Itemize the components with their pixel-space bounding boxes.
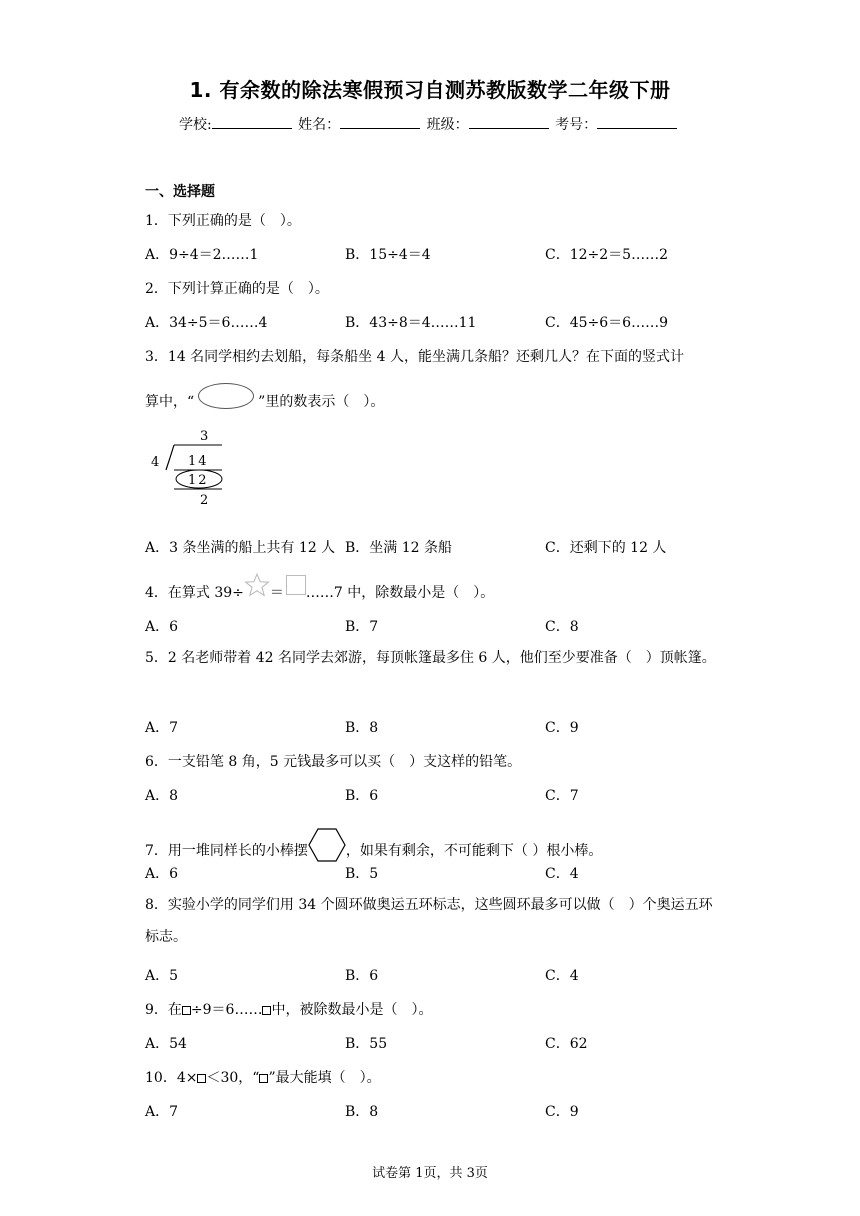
q7-option-a[interactable]: A．6	[145, 866, 179, 882]
q4-option-b[interactable]: B．7	[345, 619, 379, 635]
q4-text-pre: 4．在算式 39÷	[145, 585, 244, 601]
q9-option-b[interactable]: B．55	[345, 1036, 388, 1052]
q4-option-a[interactable]: A．6	[145, 619, 179, 635]
q10-text-pre: 10．4×	[145, 1070, 198, 1086]
q1-option-c[interactable]: C．12÷2＝5……2	[545, 247, 668, 263]
student-info-line	[179, 114, 679, 134]
name-blank[interactable]	[340, 116, 420, 129]
q8-option-b[interactable]: B．6	[345, 968, 379, 984]
q1-option-b[interactable]: B．15÷4＝4	[345, 247, 431, 263]
q2-option-b[interactable]: B．43÷8＝4……11	[345, 315, 477, 331]
q8-option-a[interactable]: A．5	[145, 968, 179, 984]
section-heading: 一、选择题	[145, 184, 215, 200]
q6-option-a[interactable]: A．8	[145, 788, 179, 804]
q9-text-post: 中，被除数最小是（ ）。	[271, 1002, 433, 1018]
question-5: 5．2 名老师带着 42 名同学去郊游，每顶帐篷最多住 6 人，他们至少要准备（ ）顶帐篷。	[145, 650, 716, 666]
page-title: 1. 有余数的除法寒假预习自测苏教版数学二年级下册	[189, 78, 671, 102]
star-icon	[244, 572, 270, 598]
question-3-line-1: 3．14 名同学相约去划船，每条船坐 4 人，能坐满几条船？还剩几人？在下面的竖式计	[145, 349, 684, 365]
division-dividend: 14	[188, 454, 209, 469]
q2-option-a[interactable]: A．34÷5＝6……4	[145, 315, 268, 331]
q7-option-c[interactable]: C．4	[545, 866, 579, 882]
oval-icon	[198, 383, 254, 409]
class-blank[interactable]	[469, 116, 549, 129]
q9-text-pre: 9．在	[145, 1002, 182, 1018]
q9-option-a[interactable]: A．54	[145, 1036, 187, 1052]
division-remainder: 2	[200, 493, 209, 508]
q7-option-b[interactable]: B．5	[345, 866, 379, 882]
q9-text-mid: ÷9＝6……	[190, 1002, 263, 1018]
q3-text-pre: 算中，“	[145, 394, 195, 410]
q8-option-c[interactable]: C．4	[545, 968, 579, 984]
division-quotient: 3	[200, 429, 209, 444]
hexagon-icon	[308, 827, 346, 863]
exam-number-blank[interactable]	[597, 116, 677, 129]
name-label: 姓名：	[298, 117, 341, 133]
q6-option-b[interactable]: B．6	[345, 788, 379, 804]
q4-option-c[interactable]: C．8	[545, 619, 579, 635]
q10-text-mid: ＜30，“	[206, 1070, 260, 1086]
question-6: 6．一支铅笔 8 角，5 元钱最多可以买（ ）支这样的铅笔。	[145, 754, 522, 770]
question-8: 8．实验小学的同学们用 34 个圆环做奥运五环标志，这些圆环最多可以做（ ）个奥运五环标志。	[145, 897, 713, 945]
q7-text-pre: 7．用一堆同样长的小棒摆	[145, 843, 308, 859]
q10-option-b[interactable]: B．8	[345, 1104, 379, 1120]
q4-text-post: ……7 中，除数最小是（ ）。	[305, 585, 495, 601]
page-footer: 试卷第 1页，共 3页	[372, 1166, 488, 1181]
q6-option-c[interactable]: C．7	[545, 788, 579, 804]
q10-option-c[interactable]: C．9	[545, 1104, 579, 1120]
question-3-line-2	[145, 389, 384, 415]
blank-square-icon	[286, 575, 306, 595]
q10-option-a[interactable]: A．7	[145, 1104, 179, 1120]
question-2: 2．下列计算正确的是（ ）。	[145, 281, 329, 297]
long-division-figure	[148, 424, 238, 514]
school-label: 学校:	[179, 117, 212, 133]
question-10	[145, 1067, 381, 1087]
q10-text-post: ”最大能填（ ）。	[268, 1070, 381, 1086]
division-divisor: 4	[151, 455, 160, 470]
q3-option-a[interactable]: A．3 条坐满的船上共有 12 人	[145, 540, 336, 556]
division-product: 12	[188, 473, 209, 488]
q4-text-mid: ＝	[269, 585, 284, 601]
exam-number-label: 考号：	[555, 117, 598, 133]
small-square-icon	[182, 1006, 191, 1015]
question-9	[145, 999, 432, 1019]
question-1: 1．下列正确的是（ ）。	[145, 213, 301, 229]
class-label: 班级：	[426, 117, 469, 133]
q5-option-b[interactable]: B．8	[345, 720, 379, 736]
q3-option-b[interactable]: B．坐满 12 条船	[345, 540, 453, 556]
q2-option-c[interactable]: C．45÷6＝6……9	[545, 315, 668, 331]
q3-text-post: ”里的数表示（ ）。	[258, 394, 385, 410]
q9-option-c[interactable]: C．62	[545, 1036, 588, 1052]
q5-option-c[interactable]: C．9	[545, 720, 579, 736]
school-blank[interactable]	[212, 116, 292, 129]
q5-option-a[interactable]: A．7	[145, 720, 179, 736]
q3-option-c[interactable]: C．还剩下的 12 人	[545, 540, 667, 556]
q1-option-a[interactable]: A．9÷4＝2……1	[145, 247, 259, 263]
q7-text-post: ，如果有剩余，不可能剩下（ ）根小棒。	[345, 843, 603, 859]
question-4	[145, 580, 494, 606]
